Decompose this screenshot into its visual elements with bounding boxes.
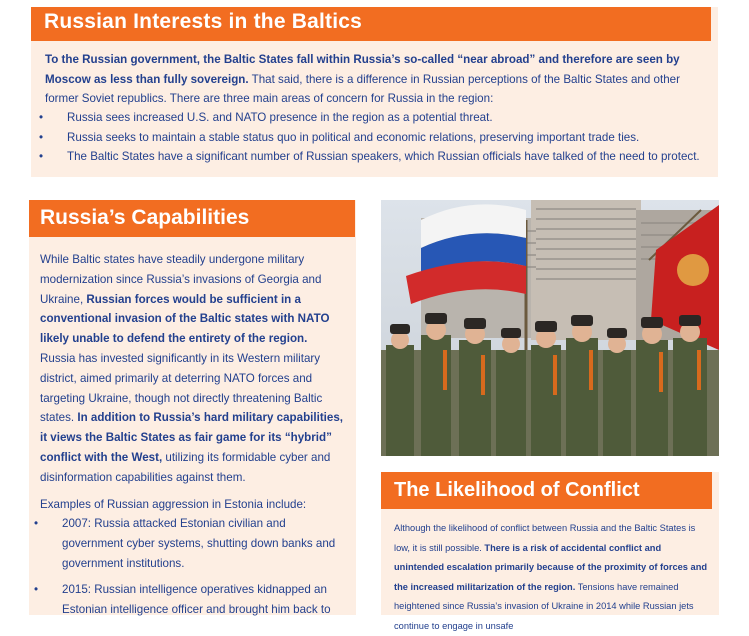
capabilities-bullets — [62, 514, 347, 627]
interests-title: Russian Interests in the Baltics — [44, 10, 362, 33]
list-item: • Russia sees increased U.S. and NATO presence in the region as a potential threat. — [67, 108, 707, 128]
text-run-bold: There is a risk of accidental conflict and unintended escalation primarily because of the proximity of forces and the increased militarization of the region. — [394, 542, 708, 592]
likelihood-title: The Likelihood of Conflict — [394, 479, 640, 501]
list-item: • 2015: Russian intelligence operatives kidnapped an Estonian intelligence officer and brought him back to — [62, 580, 347, 620]
text-run-bold: In addition to Russia’s hard military capabilities, it views the Baltic States as fair game for its “hybrid” conflict with the West, — [40, 411, 344, 464]
text-run: utilizing its formidable cyber and disinformation capabilities against them. — [40, 450, 331, 484]
likelihood-paragraph — [394, 519, 710, 636]
interests-intro — [45, 50, 711, 109]
photo-illustration — [381, 200, 719, 456]
interests-intro-bold: To the Russian government, the Baltic States fall within Russia’s so-called “near abroad” and therefore are seen by Moscow as less than fully sovereign. — [45, 53, 680, 86]
capabilities-paragraph — [40, 250, 345, 488]
capabilities-heading — [29, 200, 355, 237]
text-run: Although the likelihood of conflict between Russia and the Baltic States is low, it is still possible. — [394, 523, 696, 553]
list-item: • 2007: Russia attacked Estonian civilian and government cyber systems, shutting down banks and government institutions. — [62, 514, 347, 573]
text-run: While Baltic states have steadily undergone military modernization since Russia’s invasions of Georgia and Ukraine, — [40, 253, 322, 306]
capabilities-title: Russia’s Capabilities — [40, 206, 250, 229]
interests-intro-rest: That said, there is a difference in Russian perceptions of the Baltic States and other former Soviet republics. There are three main areas of concern for Russia in the region: — [45, 72, 680, 105]
interests-bullets — [67, 108, 707, 167]
likelihood-heading — [381, 472, 712, 509]
text-run: Russia has invested significantly in its Western military district, aimed primarily at deterring NATO forces and targeting Ukraine, though not directly threatening Baltic states. — [40, 351, 323, 425]
list-item: • The Baltic States have a significant number of Russian speakers, which Russian officials have talked of the need to protect. — [67, 147, 707, 167]
text-run: Tensions have remained heightened since Russia’s invasion of Ukraine in 2014 while Russian jets continue to engage in unsafe — [394, 581, 694, 631]
interests-heading — [31, 7, 711, 41]
text-run-bold: Russian forces would be sufficient in a conventional invasion of the Baltic states with NATO likely unable to defend the entirety of the region. — [40, 292, 330, 346]
list-item: • Russia seeks to maintain a stable status quo in political and economic relations, preserving important trade ties. — [67, 128, 707, 148]
capabilities-examples-intro: Examples of Russian aggression in Estonia include: — [40, 498, 307, 511]
soldiers-parade-photo — [381, 200, 719, 456]
